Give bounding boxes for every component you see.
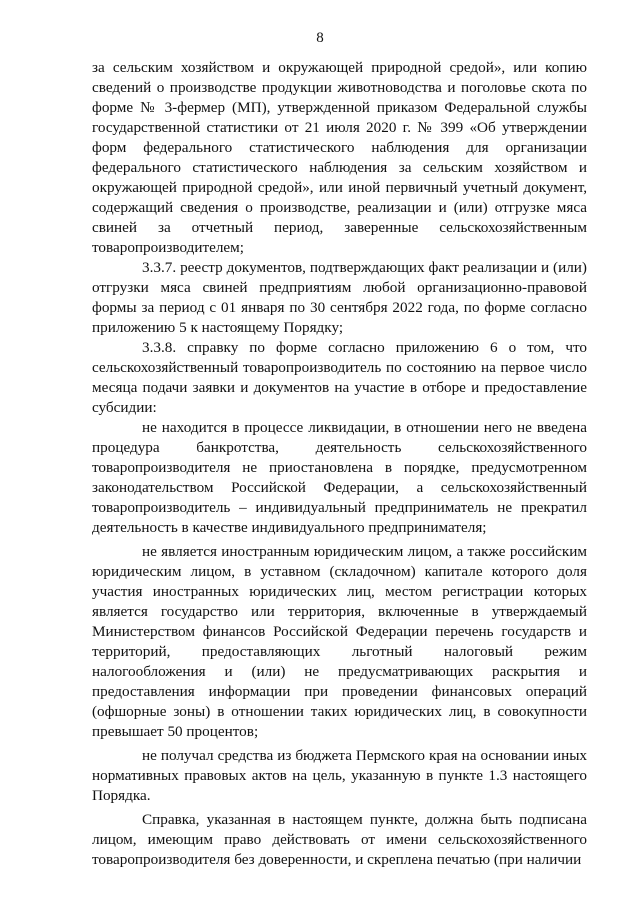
paragraph-not-in-liquidation: не находится в процессе ликвидации, в отношении него не введена процедура банкротства, деятельность сельскохозяйственного товаропроизводителя не приостановлена в порядке, предусмотренном законодательством Российской Федерации, а сельскохозяйственный товаропроизводитель – индивидуальный предприниматель не прекратил деятельность в качестве индивидуального предпринимателя; [92,419,587,536]
paragraph-certificate-signature: Справка, указанная в настоящем пункте, должна быть подписана лицом, имеющим право действовать от имени сельскохозяйственного товаропроизводителя без доверенности, и скреплена печатью (при наличии [92,811,587,868]
page-number: 8 [316,30,324,46]
paragraph-3-3-7: 3.3.7. реестр документов, подтверждающих факт реализации и (или) отгрузки мяса свиней предприятиям любой организационно-правовой формы за период с 01 января по 30 сентября 2022 года, по форме согласно приложению 5 к настоящему Порядку; [92,259,587,336]
paragraph-continuation: за сельским хозяйством и окружающей природной средой», или копию сведений о производстве продукции животноводства и поголовье скота по форме № 3-фермер (МП), утвержденной приказом Федеральной службы государственной статистики от 21 июля 2020 г. № 399 «Об утверждении форм федерального статистического наблюдения для организации федерального статистического наблюдения за сельским хозяйством и окружающей природной средой», или иной первичный учетный документ, содержащий сведения о производстве, реализации и (или) отгрузке мяса свиней за отчетный период, заверенные сельскохозяйственным товаропроизводителем; [92,59,587,256]
paragraph-3-3-8: 3.3.8. справку по форме согласно приложению 6 о том, что сельскохозяйственный товаропроизводитель по состоянию на первое число месяца подачи заявки и документов на участие в отборе и предоставление субсидии: [92,339,587,416]
paragraph-no-budget-funds: не получал средства из бюджета Пермского края на основании иных нормативных правовых актов на цель, указанную в пункте 1.3 настоящего Порядка. [92,747,587,804]
paragraph-not-foreign-entity: не является иностранным юридическим лицом, а также российским юридическим лицом, в уставном (складочном) капитале которого доля участия иностранных юридических лиц, местом регистрации которых является государство или территория, включенные в утверждаемый Министерством финансов Российской Федерации перечень государств и территорий, предоставляющих льготный налоговый режим налогообложения и (или) не предусматривающих раскрытия и предоставления информации при проведении финансовых операций (офшорные зоны) в отношении таких юридических лиц, в совокупности превышает 50 процентов; [92,543,587,740]
document-body [92,58,587,870]
